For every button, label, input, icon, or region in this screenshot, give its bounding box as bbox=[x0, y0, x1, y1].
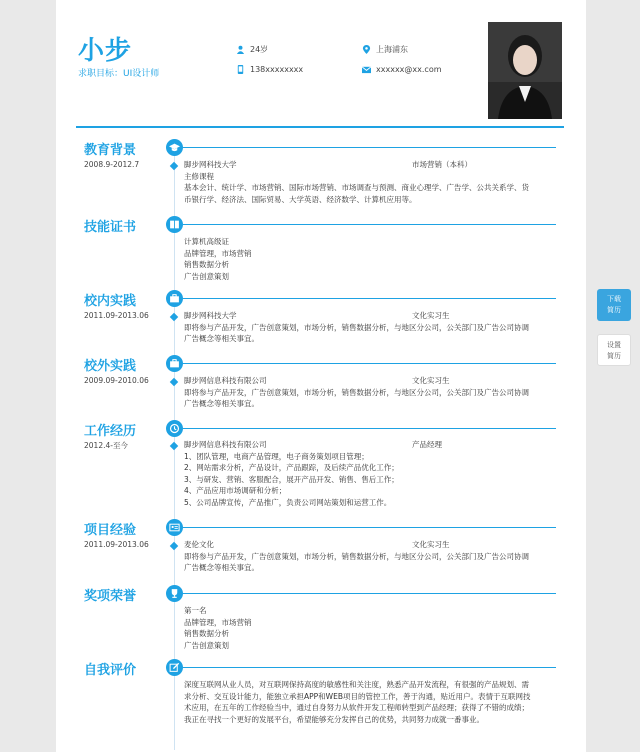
skills-line: 广告创意策划 bbox=[184, 271, 229, 281]
section-title-project: 项目经验 bbox=[84, 523, 137, 538]
work-line: 5、公司品牌宣传，产品推广，负责公司网站策划和运营工作。 bbox=[184, 497, 392, 507]
section-line bbox=[183, 363, 556, 364]
download-label: 简历 bbox=[607, 306, 621, 314]
location-text: 上海浦东 bbox=[376, 45, 408, 54]
offcampus-org: 脚步网信息科技有限公司 bbox=[184, 376, 267, 385]
timeline-marker bbox=[170, 542, 178, 550]
education-icon bbox=[166, 139, 183, 156]
location-pin-icon bbox=[362, 45, 371, 54]
work-line: 3、与研发、营销、客服配合，展开产品开发、销售、售后工作； bbox=[184, 474, 399, 484]
phone-info bbox=[236, 65, 303, 74]
timeline-marker bbox=[170, 378, 178, 386]
section-title-campus: 校内实践 bbox=[84, 294, 137, 309]
section-line bbox=[183, 428, 556, 429]
section-title-skills: 技能证书 bbox=[84, 220, 137, 235]
section-title-self: 自我评价 bbox=[84, 663, 137, 678]
edu-line: 基本会计、统计学、市场营销、国际市场营销、市场调查与预测、商业心理学、广告学、公共关系学、货 bbox=[184, 183, 529, 192]
job-goal: 求职目标：UI设计师 bbox=[78, 69, 160, 79]
edu-date: 2008.9-2012.7 bbox=[84, 160, 140, 169]
candidate-name: 小步 bbox=[78, 36, 133, 66]
work-role: 产品经理 bbox=[412, 440, 442, 449]
project-content bbox=[184, 539, 529, 574]
download-label: 下载 bbox=[607, 295, 621, 303]
campus-line: 即将参与产品开发，广告创意策划，市场分析，销售数据分析，与地区分公司，公关部门及广告公司协调 bbox=[184, 322, 529, 332]
offcampus-role: 文化实习生 bbox=[412, 376, 450, 385]
awards-content bbox=[184, 605, 252, 651]
work-org: 脚步网信息科技有限公司 bbox=[184, 440, 267, 449]
section-title-offcampus: 校外实践 bbox=[84, 359, 137, 374]
section-title-work: 工作经历 bbox=[84, 424, 137, 439]
section-title-awards: 奖项荣誉 bbox=[84, 589, 137, 604]
project-org: 麦伦文化 bbox=[184, 540, 214, 549]
profile-photo bbox=[488, 22, 562, 119]
work-line: 4、产品应用市场调研和分析； bbox=[184, 486, 287, 495]
edu-line: 主修课程 bbox=[184, 171, 214, 181]
phone-icon bbox=[236, 65, 245, 74]
work-line: 1、团队管理，电商产品管理，电子商务策划项目管理； bbox=[184, 451, 369, 461]
campus-org: 脚步网科技大学 bbox=[184, 311, 237, 320]
skills-line: 销售数据分析 bbox=[184, 260, 229, 269]
download-resume-button[interactable] bbox=[597, 289, 631, 321]
work-content bbox=[184, 439, 442, 508]
edu-role: 市场营销（本科） bbox=[412, 160, 472, 169]
offcampus-line: 广告概念等相关事宜。 bbox=[184, 399, 259, 408]
self-line: 我正在寻找一个更好的发展平台，希望能够充分发挥自己的优势，共同努力成就一番事业。 bbox=[184, 714, 484, 724]
project-line: 即将参与产品开发，广告创意策划，市场分析，销售数据分析，与地区分公司，公关部门及广告公司协调 bbox=[184, 551, 529, 561]
settings-label: 简历 bbox=[607, 352, 621, 360]
mail-icon bbox=[362, 65, 371, 74]
project-line: 广告概念等相关事宜。 bbox=[184, 563, 259, 572]
skills-line: 计算机高级证 bbox=[184, 237, 229, 246]
offcampus-content bbox=[184, 375, 529, 410]
timeline-marker bbox=[170, 442, 178, 450]
skills-content bbox=[184, 236, 252, 282]
settings-label: 设置 bbox=[607, 341, 621, 349]
edu-line: 币银行学、经济法、国际贸易、大学英语、经济数学、计算机应用等。 bbox=[184, 194, 417, 204]
section-title-education: 教育背景 bbox=[84, 143, 137, 158]
trophy-icon bbox=[166, 585, 183, 602]
timeline-marker bbox=[170, 313, 178, 321]
email-text: xxxxxx@xx.com bbox=[376, 65, 442, 74]
awards-line: 广告创意策划 bbox=[184, 640, 229, 650]
campus-line: 广告概念等相关事宜。 bbox=[184, 334, 259, 343]
id-card-icon bbox=[166, 519, 183, 536]
campus-content bbox=[184, 310, 529, 345]
section-line bbox=[183, 298, 556, 299]
age-info bbox=[236, 44, 268, 55]
project-role: 文化实习生 bbox=[412, 540, 450, 549]
section-line bbox=[183, 667, 556, 668]
edu-org: 脚步网科技大学 bbox=[184, 160, 237, 169]
section-line bbox=[183, 147, 556, 148]
section-line bbox=[183, 527, 556, 528]
briefcase-icon bbox=[166, 290, 183, 307]
phone-text: 138xxxxxxxx bbox=[250, 65, 304, 74]
self-line: 深度互联网从业人员，对互联网保持高度的敏感性和关注度，熟悉产品开发流程，有很强的产品规划、需 bbox=[184, 680, 529, 689]
offcampus-date: 2009.09-2010.06 bbox=[84, 376, 149, 385]
section-line bbox=[183, 593, 556, 594]
age-text: 24岁 bbox=[250, 45, 269, 54]
work-line: 2、网站需求分析，产品设计，产品跟踪，及后续产品优化工作； bbox=[184, 463, 399, 472]
work-date: 2012.4-至今 bbox=[84, 441, 128, 450]
self-content bbox=[184, 679, 530, 725]
edit-icon bbox=[166, 659, 183, 676]
briefcase-icon bbox=[166, 355, 183, 372]
edu-content bbox=[184, 159, 529, 205]
campus-role: 文化实习生 bbox=[412, 311, 450, 320]
location-info bbox=[362, 44, 408, 55]
self-line: 术应用，在五年的工作经验当中，通过自身努力从软件开发工程师转型到产品经理；获得了不错的成绩； bbox=[184, 703, 529, 712]
self-line: 求分析、交互设计能力，能独立承担APP和WEB项目的管控工作，善于沟通，贴近用户。表情于互联网技 bbox=[184, 691, 531, 701]
email-info bbox=[362, 65, 442, 74]
offcampus-line: 即将参与产品开发，广告创意策划，市场分析，销售数据分析，与地区分公司，公关部门及广告公司协调 bbox=[184, 387, 529, 397]
timeline-marker bbox=[170, 162, 178, 170]
book-icon bbox=[166, 216, 183, 233]
person-icon bbox=[236, 45, 245, 54]
resume-settings-button[interactable] bbox=[597, 334, 631, 366]
skills-line: 品牌管理，市场营销 bbox=[184, 248, 252, 258]
awards-line: 品牌管理，市场营销 bbox=[184, 617, 252, 627]
section-line bbox=[183, 224, 556, 225]
project-date: 2011.09-2013.06 bbox=[84, 540, 149, 549]
awards-line: 第一名 bbox=[184, 606, 207, 615]
resume-page bbox=[56, 0, 586, 752]
clock-icon bbox=[166, 420, 183, 437]
header-divider bbox=[76, 126, 564, 128]
awards-line: 销售数据分析 bbox=[184, 629, 229, 638]
campus-date: 2011.09-2013.06 bbox=[84, 311, 149, 320]
